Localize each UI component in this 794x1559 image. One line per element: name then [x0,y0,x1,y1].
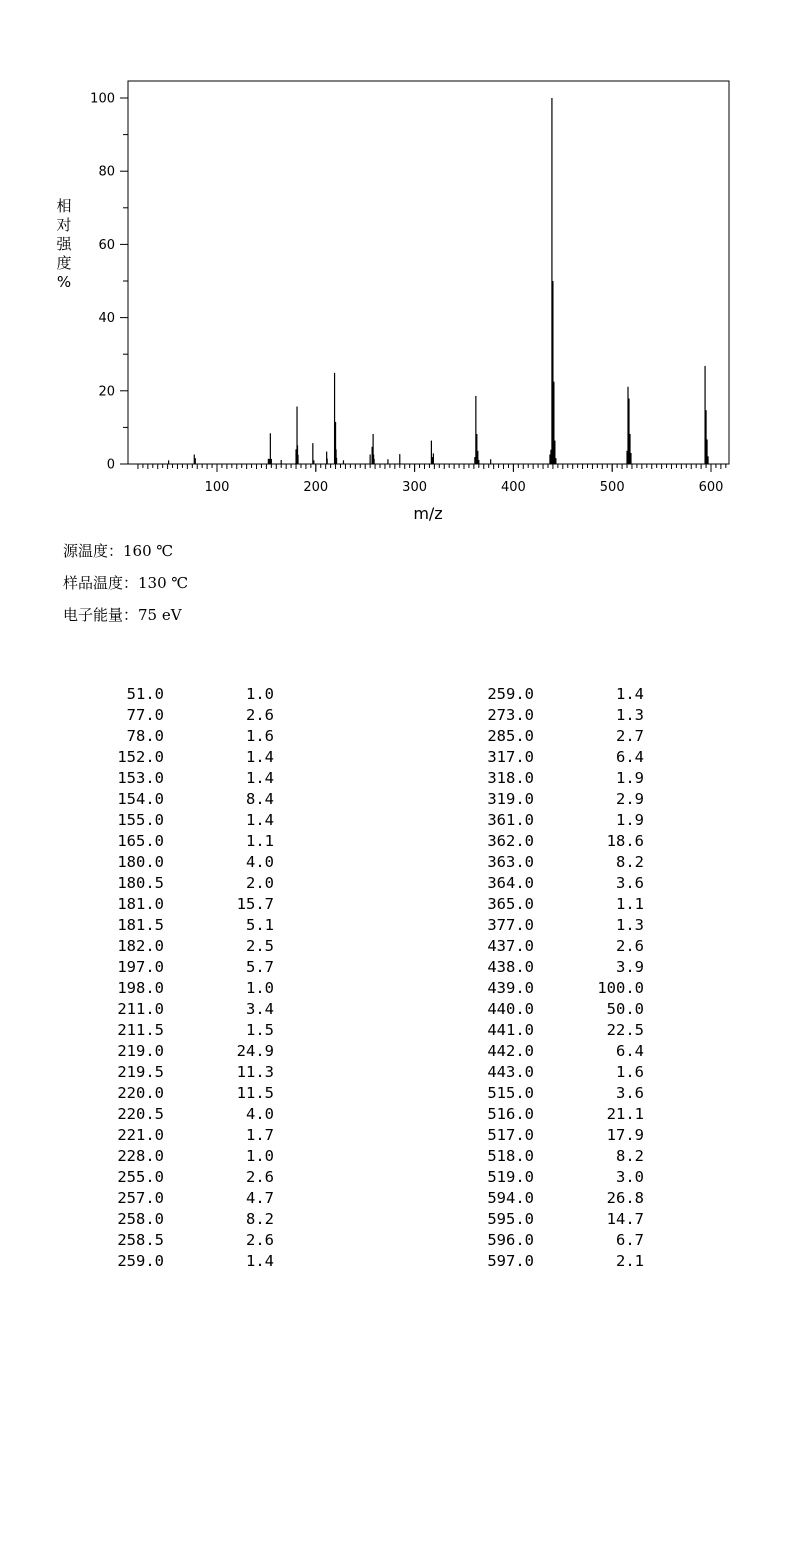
mz-value: 442.0 [487,1042,534,1060]
abundance-value: 2.6 [246,1168,274,1186]
abundance-value: 15.7 [236,895,274,913]
y-tick-label: 100 [90,91,115,107]
abundance-value: 4.7 [246,1189,274,1207]
mz-value: 155.0 [117,811,164,829]
abundance-value: 1.9 [616,769,644,787]
mz-value: 153.0 [117,769,164,787]
mz-value: 519.0 [487,1168,534,1186]
mz-value: 78.0 [126,727,164,745]
table-row [96,726,274,747]
conditions [63,540,188,636]
table-row [96,999,274,1020]
mz-value: 595.0 [487,1210,534,1228]
abundance-value: 1.0 [246,1147,274,1165]
table-row [466,831,644,852]
y-axis [90,92,128,473]
table-row [96,1062,274,1083]
table-row [466,1020,644,1041]
mass-spectrum-chart [0,0,794,540]
abundance-value: 18.6 [606,832,644,850]
abundance-value: 2.9 [616,790,644,808]
mz-value: 258.0 [117,1210,164,1228]
mz-value: 518.0 [487,1147,534,1165]
table-row [96,1020,274,1041]
abundance-value: 1.5 [246,1021,274,1039]
mz-value: 165.0 [117,832,164,850]
abundance-value: 1.7 [246,1126,274,1144]
x-tick-label: 600 [698,480,724,495]
mz-value: 228.0 [117,1147,164,1165]
mz-value: 154.0 [117,790,164,808]
x-axis-label: m/z [413,504,443,523]
mz-value: 365.0 [487,895,534,913]
mz-value: 515.0 [487,1084,534,1102]
table-row [466,852,644,873]
table-row [466,1251,644,1272]
table-row [96,852,274,873]
mz-value: 317.0 [487,748,534,766]
table-row [466,705,644,726]
table-row [466,1041,644,1062]
mz-value: 439.0 [487,979,534,997]
y-tick-label: 0 [106,457,115,473]
table-row [466,1146,644,1167]
abundance-value: 22.5 [606,1021,644,1039]
abundance-value: 2.5 [246,937,274,955]
table-row [96,1188,274,1209]
abundance-value: 3.6 [616,874,644,892]
sample-temperature-label: 样品温度： [63,574,139,592]
abundance-value: 1.6 [246,727,274,745]
abundance-value: 11.5 [236,1084,274,1102]
mz-value: 77.0 [126,706,164,724]
mz-value: 197.0 [117,958,164,976]
table-row [466,957,644,978]
mz-value: 259.0 [117,1252,164,1270]
abundance-value: 8.2 [616,853,644,871]
table-row [96,957,274,978]
mz-value: 51.0 [126,685,164,703]
abundance-value: 17.9 [606,1126,644,1144]
mz-value: 211.5 [117,1021,164,1039]
mz-value: 597.0 [487,1252,534,1270]
table-row [466,1167,644,1188]
mz-value: 211.0 [117,1000,164,1018]
mz-value: 152.0 [117,748,164,766]
abundance-value: 1.6 [616,1063,644,1081]
abundance-value: 100.0 [597,979,644,997]
table-row [96,831,274,852]
table-row [96,768,274,789]
y-tick-label: 40 [98,311,115,327]
y-tick-label: 60 [98,237,115,253]
mz-value: 273.0 [487,706,534,724]
y-tick-label: 20 [98,384,115,400]
table-row [96,789,274,810]
abundance-value: 5.7 [246,958,274,976]
abundance-value: 8.4 [246,790,274,808]
electron-energy [63,604,188,636]
table-row [96,894,274,915]
x-tick-label: 500 [599,480,625,495]
abundance-value: 2.0 [246,874,274,892]
table-row [96,978,274,999]
table-row [96,747,274,768]
mz-value: 258.5 [117,1231,164,1249]
table-row [96,1125,274,1146]
abundance-value: 3.0 [616,1168,644,1186]
mz-value: 437.0 [487,937,534,955]
table-row [96,1083,274,1104]
table-row [96,1167,274,1188]
abundance-value: 4.0 [246,1105,274,1123]
table-row [466,1125,644,1146]
abundance-value: 50.0 [606,1000,644,1018]
table-row [96,1146,274,1167]
source-temperature-label: 源温度： [63,542,124,560]
table-row [466,768,644,789]
mz-value: 220.0 [117,1084,164,1102]
sample-temperature [63,572,188,604]
mz-value: 259.0 [487,685,534,703]
table-row [96,1041,274,1062]
mz-value: 362.0 [487,832,534,850]
mz-value: 180.0 [117,853,164,871]
abundance-value: 8.2 [246,1210,274,1228]
abundance-value: 1.0 [246,685,274,703]
mz-value: 516.0 [487,1105,534,1123]
table-row [466,789,644,810]
table-row [466,1230,644,1251]
abundance-value: 1.4 [246,769,274,787]
table-row [466,1188,644,1209]
table-row [466,1062,644,1083]
abundance-value: 2.1 [616,1252,644,1270]
table-row [466,915,644,936]
mz-value: 441.0 [487,1021,534,1039]
x-tick-label: 400 [500,480,526,495]
mz-value: 221.0 [117,1126,164,1144]
electron-energy-label: 电子能量： [63,606,139,624]
mz-value: 180.5 [117,874,164,892]
table-row [96,684,274,705]
abundance-value: 3.6 [616,1084,644,1102]
table-row [466,684,644,705]
table-row [466,1104,644,1125]
abundance-value: 2.6 [246,1231,274,1249]
mz-value: 438.0 [487,958,534,976]
mz-value: 594.0 [487,1189,534,1207]
mz-value: 220.5 [117,1105,164,1123]
source-temperature [63,540,188,572]
abundance-value: 4.0 [246,853,274,871]
table-row [466,894,644,915]
mz-value: 596.0 [487,1231,534,1249]
abundance-value: 1.1 [616,895,644,913]
mz-value: 363.0 [487,853,534,871]
table-row [96,936,274,957]
plot-frame [128,81,729,464]
mz-value: 181.0 [117,895,164,913]
sample-temperature-value: 130 ℃ [138,574,189,592]
mz-value: 255.0 [117,1168,164,1186]
table-row [96,1230,274,1251]
table-row [466,936,644,957]
abundance-value: 2.6 [616,937,644,955]
mz-value: 219.0 [117,1042,164,1060]
table-row [96,915,274,936]
mz-value: 285.0 [487,727,534,745]
abundance-value: 14.7 [606,1210,644,1228]
table-row [466,726,644,747]
table-row [466,978,644,999]
table-row [466,873,644,894]
table-row [466,810,644,831]
abundance-value: 24.9 [236,1042,274,1060]
abundance-value: 1.3 [616,916,644,934]
peak-table-right [466,684,644,1272]
mz-value: 517.0 [487,1126,534,1144]
abundance-value: 1.9 [616,811,644,829]
mz-value: 318.0 [487,769,534,787]
x-tick-label: 200 [303,480,329,495]
spectrum-peaks [169,98,708,464]
mz-value: 257.0 [117,1189,164,1207]
abundance-value: 1.4 [246,748,274,766]
abundance-value: 1.0 [246,979,274,997]
abundance-value: 8.2 [616,1147,644,1165]
table-row [466,999,644,1020]
table-row [96,810,274,831]
abundance-value: 3.4 [246,1000,274,1018]
mz-value: 377.0 [487,916,534,934]
abundance-value: 21.1 [606,1105,644,1123]
minor-ticks [138,464,726,471]
abundance-value: 6.4 [616,1042,644,1060]
abundance-value: 1.4 [246,811,274,829]
mz-value: 198.0 [117,979,164,997]
mz-value: 181.5 [117,916,164,934]
abundance-value: 1.4 [616,685,644,703]
abundance-value: 3.9 [616,958,644,976]
table-row [96,1209,274,1230]
table-row [466,747,644,768]
x-tick-label: 100 [204,480,230,495]
y-tick-label: 80 [98,164,115,180]
mz-value: 219.5 [117,1063,164,1081]
abundance-value: 2.6 [246,706,274,724]
x-tick-label: 300 [402,480,428,495]
abundance-value: 1.1 [246,832,274,850]
abundance-value: 6.4 [616,748,644,766]
mz-value: 440.0 [487,1000,534,1018]
abundance-value: 11.3 [236,1063,274,1081]
abundance-value: 6.7 [616,1231,644,1249]
y-axis-label: 相对强度% [56,197,72,291]
table-row [96,1104,274,1125]
mz-value: 443.0 [487,1063,534,1081]
abundance-value: 1.3 [616,706,644,724]
mz-value: 361.0 [487,811,534,829]
abundance-value: 5.1 [246,916,274,934]
mz-value: 364.0 [487,874,534,892]
abundance-value: 26.8 [606,1189,644,1207]
electron-energy-value: 75 eV [138,606,182,624]
table-row [466,1083,644,1104]
mz-value: 319.0 [487,790,534,808]
mz-value: 182.0 [117,937,164,955]
table-row [466,1209,644,1230]
table-row [96,1251,274,1272]
table-row [96,873,274,894]
source-temperature-value: 160 ℃ [123,542,174,560]
table-row [96,705,274,726]
abundance-value: 1.4 [246,1252,274,1270]
peak-table-left [96,684,274,1272]
abundance-value: 2.7 [616,727,644,745]
